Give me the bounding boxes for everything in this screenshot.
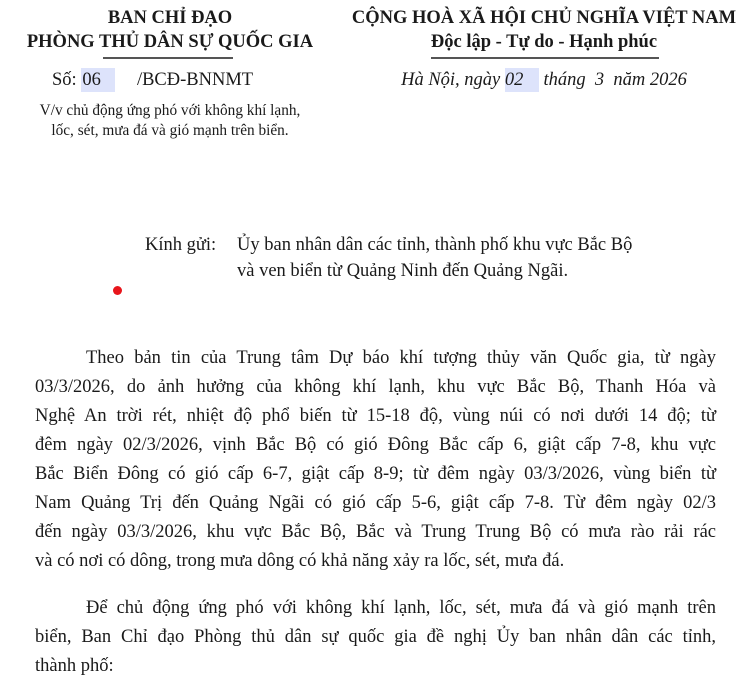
nation-line: CỘNG HOÀ XÃ HỘI CHỦ NGHĨA VIỆT NAM (351, 8, 737, 28)
issuing-authority (0, 6, 340, 54)
number-suffix: /BCĐ-BNNMT (136, 70, 254, 90)
subject-line-2: lốc, sét, mưa đá và gió mạnh trên biển. (51, 122, 289, 139)
document-subject (0, 101, 340, 141)
org-line-1: BAN CHỈ ĐẠO (107, 8, 233, 28)
org-line-2: PHÒNG THỦ DÂN SỰ QUỐC GIA (26, 32, 314, 52)
paragraph-line: Nam Quảng Trị đến Quảng Ngãi có gió cấp 5-6, giật cấp 7-8. Từ đêm ngày 02/3 (35, 493, 716, 513)
paragraph-line: Để chủ động ứng phó với không khí lạnh, lốc, sét, mưa đá và gió mạnh trên (86, 598, 716, 618)
paragraph-line: và có nơi có dông, trong mưa dông có khả năng xảy ra lốc, sét, mưa đá. (35, 551, 565, 571)
paragraph-line: đêm ngày 02/3/2026, vịnh Bắc Bộ có gió Đông Bắc cấp 6, giật cấp 7-8, khu vực (35, 435, 716, 455)
date-day-field[interactable]: 02 (505, 68, 539, 92)
recipient-list (237, 232, 632, 284)
motto-underline (431, 57, 659, 59)
number-label: Số: (52, 70, 77, 90)
document-number (52, 68, 253, 92)
subject-line-1: V/v chủ động ứng phó với không khí lạnh, (39, 102, 301, 119)
paragraph-line: đến ngày 03/3/2026, khu vực Bắc Bộ, Bắc và Trung Trung Bộ có mưa rào rải rác (35, 522, 716, 542)
recipient-label: Kính gửi: (145, 235, 217, 255)
paragraph-line: Bắc Biển Đông có gió cấp 6-7, giật cấp 8-9; từ đêm ngày 03/3/2026, vùng biển từ (35, 464, 716, 484)
authority-underline (103, 57, 233, 59)
red-marker-dot (113, 286, 122, 295)
paragraph-line: biển, Ban Chỉ đạo Phòng thủ dân sự quốc gia đề nghị Ủy ban nhân dân các tỉnh, (35, 627, 716, 647)
body-paragraph-2 (35, 594, 716, 681)
number-value-field[interactable]: 06 (81, 68, 115, 92)
date-prefix: Hà Nội, ngày (401, 70, 501, 90)
body-paragraph-1 (35, 344, 716, 576)
paragraph-line: 03/3/2026, do ảnh hưởng của không khí lạnh, khu vực Bắc Bộ, Thanh Hóa và (35, 377, 716, 397)
recipient-line-2: và ven biển từ Quảng Ninh đến Quảng Ngãi. (237, 261, 569, 281)
paragraph-line: Theo bản tin của Trung tâm Dự báo khí tượng thủy văn Quốc gia, từ ngày (86, 348, 716, 368)
motto-line: Độc lập - Tự do - Hạnh phúc (430, 32, 658, 52)
national-title (338, 6, 750, 54)
place-date (338, 68, 750, 92)
paragraph-line: Nghệ An trời rét, nhiệt độ phổ biến từ 15-18 độ, vùng núi có nơi dưới 14 độ; từ (35, 406, 716, 426)
recipient-line-1: Ủy ban nhân dân các tỉnh, thành phố khu vực Bắc Bộ (237, 235, 633, 255)
date-rest: tháng 3 năm 2026 (543, 70, 687, 90)
paragraph-line: thành phố: (35, 656, 114, 676)
